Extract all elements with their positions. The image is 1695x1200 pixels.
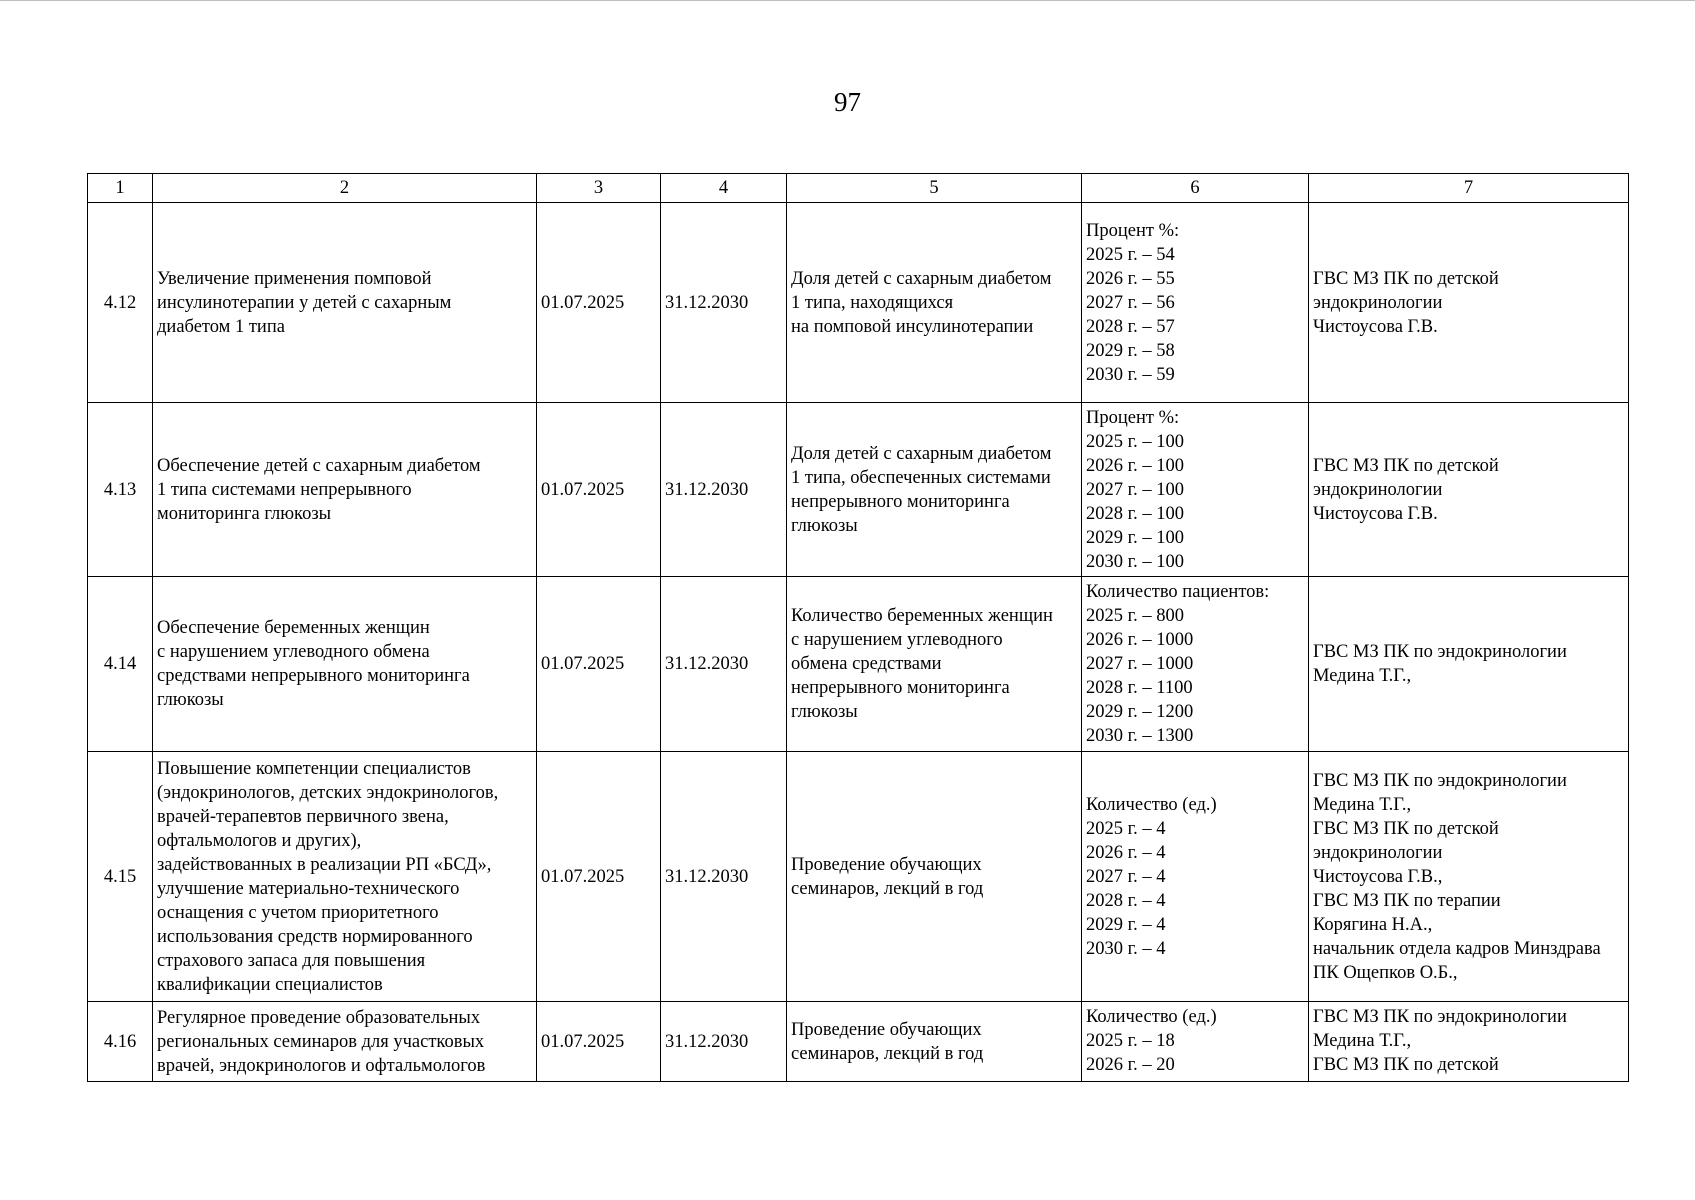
row-number: 4.15: [88, 752, 153, 1002]
end-date-cell: 31.12.2030: [661, 577, 787, 752]
table-row: [88, 403, 1629, 577]
table-row: [88, 752, 1629, 1002]
activity-cell-line: Обеспечение беременных женщин: [157, 618, 430, 638]
responsible-cell: [1309, 1002, 1629, 1082]
indicator-cell-line: непрерывного мониторинга: [791, 678, 1010, 698]
indicator-cell-line: семинаров, лекций в год: [791, 878, 984, 899]
target-values-cell-line: 2027 г. – 56: [1086, 292, 1175, 313]
column-number: 3: [537, 174, 661, 203]
activity-cell-line: Повышение компетенции специалистов: [157, 758, 471, 779]
indicator-cell-line: на помповой инсулинотерапии: [791, 316, 1034, 337]
target-values-cell-line: 2028 г. – 100: [1086, 503, 1185, 524]
row-number: 4.12: [88, 203, 153, 403]
indicator-cell: [787, 403, 1082, 577]
activity-cell-line: Обеспечение детей с сахарным диабетом: [157, 455, 481, 476]
column-number: 5: [787, 174, 1082, 203]
activity-cell-line: Увеличение применения помповой: [157, 268, 432, 289]
target-values-cell-line: Процент %:: [1086, 220, 1180, 241]
activity-cell-line: врачей-терапевтов первичного звена,: [157, 806, 449, 827]
activity-cell-line: оснащения с учетом приоритетного: [157, 902, 439, 923]
row-number: 4.13: [88, 403, 153, 577]
indicator-cell-line: глюкозы: [791, 702, 858, 722]
responsible-cell: [1309, 203, 1629, 403]
activity-cell-line: (эндокринологов, детских эндокринологов,: [157, 782, 499, 803]
activity-cell: [153, 752, 537, 1002]
target-values-cell-line: 2025 г. – 100: [1086, 431, 1185, 452]
target-values-cell-line: 2029 г. – 100: [1086, 527, 1185, 548]
responsible-cell-line: ГВС МЗ ПК по эндокринологии: [1313, 642, 1567, 662]
responsible-cell-line: эндокринологии: [1313, 292, 1443, 313]
activity-cell-line: диабетом 1 типа: [157, 316, 285, 337]
activity-cell-line: улучшение материально-технического: [157, 878, 460, 899]
target-values-cell: [1082, 203, 1309, 403]
responsible-cell-line: Чистоусова Г.В.: [1313, 316, 1438, 337]
indicator-cell: [787, 752, 1082, 1002]
responsible-cell-line: ГВС МЗ ПК по детской: [1313, 455, 1499, 476]
indicator-cell-line: 1 типа, находящихся: [791, 292, 954, 313]
target-values-cell: [1082, 403, 1309, 577]
activity-cell-line: с нарушением углеводного обмена: [157, 642, 430, 662]
column-number: 6: [1082, 174, 1309, 203]
responsible-cell-line: эндокринологии: [1313, 842, 1443, 863]
activity-cell-line: инсулинотерапии у детей с сахарным: [157, 292, 452, 313]
end-date-cell: 31.12.2030: [661, 752, 787, 1002]
target-values-cell-line: 2027 г. – 4: [1086, 866, 1166, 887]
target-values-cell: [1082, 752, 1309, 1002]
target-values-cell-line: 2030 г. – 100: [1086, 551, 1185, 572]
responsible-cell-line: ГВС МЗ ПК по детской: [1313, 268, 1499, 289]
activity-cell-line: офтальмологов и других),: [157, 830, 362, 851]
target-values-cell: [1082, 1002, 1309, 1082]
indicator-cell-line: непрерывного мониторинга: [791, 491, 1010, 512]
responsible-cell-line: ГВС МЗ ПК по детской: [1313, 818, 1499, 839]
responsible-cell-line: Чистоусова Г.В.,: [1313, 866, 1443, 887]
responsible-cell-line: ГВС МЗ ПК по детской: [1313, 1055, 1499, 1075]
page-number: 97: [834, 87, 861, 117]
indicator-cell-line: Доля детей с сахарным диабетом: [791, 268, 1052, 289]
row-number: 4.14: [88, 577, 153, 752]
target-values-cell-line: Процент %:: [1086, 407, 1180, 428]
activity-cell-line: региональных семинаров для участковых: [157, 1031, 485, 1052]
row-number: 4.16: [88, 1002, 153, 1082]
responsible-cell-line: начальник отдела кадров Минздрава: [1313, 938, 1601, 959]
target-values-cell-line: 2028 г. – 57: [1086, 316, 1175, 337]
indicator-cell-line: Количество беременных женщин: [791, 606, 1053, 626]
activity-cell-line: задействованных в реализации РП «БСД»,: [157, 854, 492, 875]
table-row: [88, 203, 1629, 403]
target-values-cell-line: 2025 г. – 18: [1086, 1031, 1175, 1051]
indicator-cell: [787, 577, 1082, 752]
indicator-cell: [787, 1002, 1082, 1082]
target-values-cell-line: 2030 г. – 59: [1086, 364, 1175, 385]
responsible-cell-line: Медина Т.Г.,: [1313, 666, 1412, 686]
target-values-cell-line: 2028 г. – 4: [1086, 890, 1166, 911]
scan-edge: [0, 0, 1695, 1]
column-number: 2: [153, 174, 537, 203]
indicator-cell: [787, 203, 1082, 403]
column-number: 7: [1309, 174, 1629, 203]
column-number: 1: [88, 174, 153, 203]
indicator-cell-line: с нарушением углеводного: [791, 630, 1003, 650]
start-date-cell: 01.07.2025: [537, 1002, 661, 1082]
end-date-cell: 31.12.2030: [661, 1002, 787, 1082]
start-date-cell: 01.07.2025: [537, 577, 661, 752]
indicator-cell-line: Проведение обучающих: [791, 1019, 982, 1040]
target-values-cell-line: 2027 г. – 1000: [1086, 654, 1194, 674]
target-values-cell-line: 2025 г. – 4: [1086, 818, 1166, 839]
activity-cell: [153, 577, 537, 752]
responsible-cell-line: ПК Ощепков О.Б.,: [1313, 962, 1458, 983]
target-values-cell-line: 2026 г. – 20: [1086, 1055, 1175, 1075]
indicator-cell-line: обмена средствами: [791, 654, 942, 674]
target-values-cell: [1082, 577, 1309, 752]
target-values-cell-line: Количество пациентов:: [1086, 582, 1270, 602]
target-values-cell-line: 2028 г. – 1100: [1086, 678, 1193, 698]
activity-cell: [153, 403, 537, 577]
target-values-cell-line: 2026 г. – 1000: [1086, 630, 1194, 650]
target-values-cell-line: 2026 г. – 4: [1086, 842, 1166, 863]
target-values-cell-line: 2030 г. – 1300: [1086, 726, 1194, 746]
indicator-cell-line: глюкозы: [791, 515, 858, 536]
target-values-cell-line: 2025 г. – 54: [1086, 244, 1175, 265]
responsible-cell: [1309, 752, 1629, 1002]
target-values-cell-line: Количество (ед.): [1086, 794, 1217, 815]
column-number-row: [88, 174, 1629, 203]
activity-cell: [153, 203, 537, 403]
responsible-cell-line: эндокринологии: [1313, 479, 1443, 500]
responsible-cell-line: ГВС МЗ ПК по эндокринологии: [1313, 1007, 1567, 1027]
target-values-cell-line: 2026 г. – 55: [1086, 268, 1175, 289]
responsible-cell-line: ГВС МЗ ПК по терапии: [1313, 890, 1501, 911]
indicator-cell-line: семинаров, лекций в год: [791, 1043, 984, 1064]
start-date-cell: 01.07.2025: [537, 752, 661, 1002]
target-values-cell-line: 2029 г. – 4: [1086, 914, 1166, 935]
activity-cell-line: использования средств нормированного: [157, 926, 473, 947]
activity-cell-line: Регулярное проведение образовательных: [157, 1007, 481, 1028]
responsible-cell-line: Медина Т.Г.,: [1313, 1031, 1412, 1051]
responsible-cell-line: Корягина Н.А.,: [1313, 914, 1433, 935]
activity-cell-line: квалификации специалистов: [157, 974, 383, 995]
target-values-cell-line: 2025 г. – 800: [1086, 606, 1185, 626]
target-values-cell-line: 2026 г. – 100: [1086, 455, 1185, 476]
end-date-cell: 31.12.2030: [661, 403, 787, 577]
activity-cell-line: 1 типа системами непрерывного: [157, 479, 412, 500]
indicator-cell-line: Доля детей с сахарным диабетом: [791, 443, 1052, 464]
indicator-cell-line: 1 типа, обеспеченных системами: [791, 467, 1051, 488]
activity-cell: [153, 1002, 537, 1082]
responsible-cell-line: ГВС МЗ ПК по эндокринологии: [1313, 770, 1567, 791]
responsible-cell: [1309, 403, 1629, 577]
activity-cell-line: врачей, эндокринологов и офтальмологов: [157, 1055, 486, 1076]
start-date-cell: 01.07.2025: [537, 203, 661, 403]
start-date-cell: 01.07.2025: [537, 403, 661, 577]
end-date-cell: 31.12.2030: [661, 203, 787, 403]
target-values-cell-line: 2030 г. – 4: [1086, 938, 1166, 959]
table-row: [88, 577, 1629, 752]
activity-cell-line: страхового запаса для повышения: [157, 950, 426, 971]
target-values-cell-line: 2029 г. – 58: [1086, 340, 1175, 361]
indicator-cell-line: Проведение обучающих: [791, 854, 982, 875]
column-number: 4: [661, 174, 787, 203]
responsible-cell-line: Медина Т.Г.,: [1313, 794, 1412, 815]
activity-cell-line: средствами непрерывного мониторинга: [157, 666, 470, 686]
target-values-cell-line: 2027 г. – 100: [1086, 479, 1185, 500]
responsible-cell: [1309, 577, 1629, 752]
activity-cell-line: мониторинга глюкозы: [157, 503, 332, 524]
table-row: [88, 1002, 1629, 1082]
activities-table: [87, 173, 1629, 1082]
target-values-cell-line: 2029 г. – 1200: [1086, 702, 1194, 722]
activity-cell-line: глюкозы: [157, 690, 224, 710]
responsible-cell-line: Чистоусова Г.В.: [1313, 503, 1438, 524]
target-values-cell-line: Количество (ед.): [1086, 1007, 1217, 1027]
